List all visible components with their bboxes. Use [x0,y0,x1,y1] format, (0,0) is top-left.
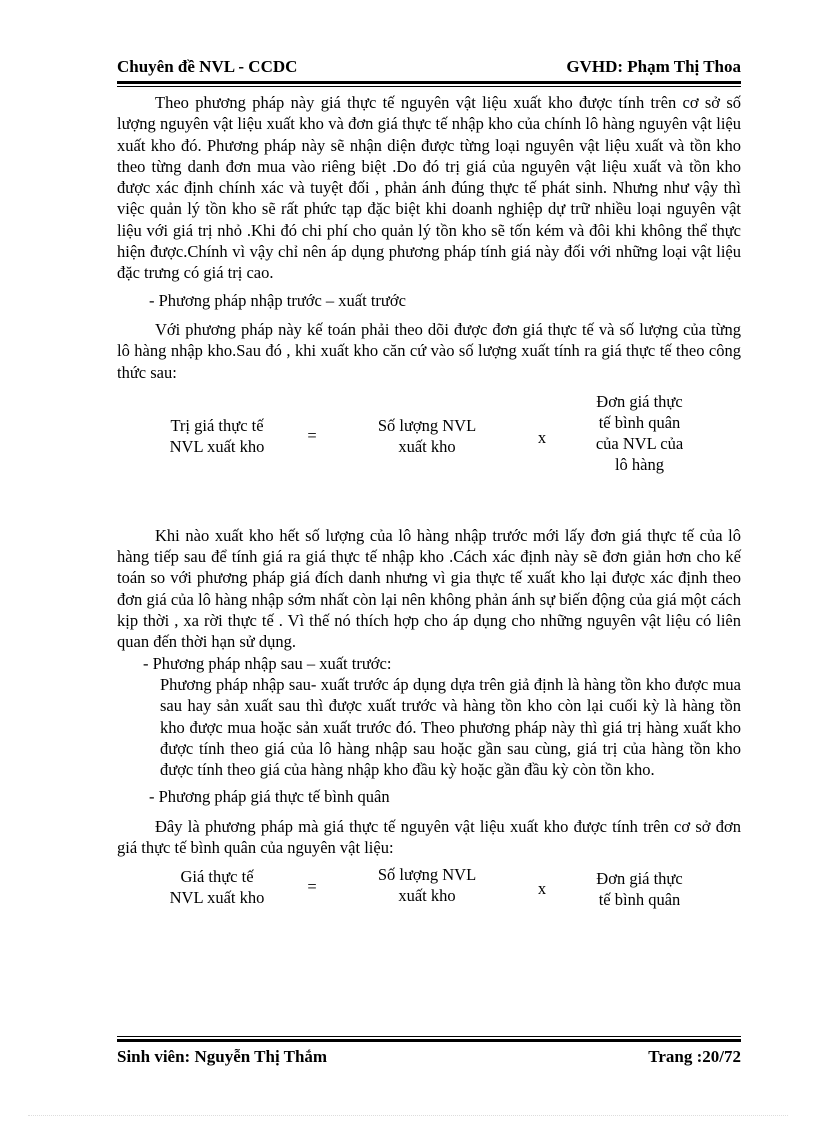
formula-fifo-equals: = [307,425,317,445]
formula-fifo-price-line1: Đơn giá thực [596,391,683,411]
heading-fifo: - Phương pháp nhập trước – xuất trước [149,290,406,310]
formula-fifo-price-line3: của NVL của [595,433,684,453]
formula-fifo-qty-line1: Số lượng NVL [377,415,477,435]
formula-average-lhs-line1: Giá thực tế [180,867,254,887]
formula-average [117,866,741,916]
formula-fifo-lhs-line1: Trị giá thực tế [170,415,264,435]
page-header-block [117,56,741,87]
footer-rule [117,1036,741,1042]
page-header [117,56,741,78]
formula-fifo-times: x [537,427,547,447]
formula-average-price-line2: tế bình quân [598,890,681,910]
header-rule [117,81,741,87]
bottom-dotted-edge [28,1115,788,1116]
formula-average-times: x [537,879,547,899]
formula-average-lhs-line2: NVL xuất kho [169,888,265,908]
formula-fifo-unit-price [572,391,707,475]
formula-fifo [117,393,741,511]
formula-fifo-qty-line2: xuất kho [398,436,456,456]
footer-page-number: Trang :20/72 [648,1047,741,1066]
formula-fifo-quantity [357,415,497,457]
formula-average-price-line1: Đơn giá thực [596,869,683,889]
paragraph-specific-identification: Theo phương pháp này giá thực tế nguyên vật liệu xuất kho được tính trên cơ sở số lượng nguyên vật liệu xuất kho và đơn giá thực tế nhập kho của chính lô hàng nguyên vật liệu xuất kho đó. Phương pháp này sẽ nhận diện được từng loại nguyên vật liệu xuất và tồn kho theo từng danh đơn mua vào riêng biệt .Do đó trị giá của nguyên vật liệu xuất và tồn kho được xác định chính xác và tuyệt đối , phản ánh đúng thực tế phát sinh. Nhưng như vậy thì việc quản lý tồn kho sẽ rất phức tạp đặc biệt khi doanh nghiệp dự trữ nhiều loại nguyên vật liệu với giá trị nhỏ .Khi đó chi phí cho quản lý tồn kho sẽ tốn kém và đôi khi không thể thực hiện được.Chính vì vậy chỉ nên áp dụng phương pháp tính giá này đối với những loại vật liệu đặc trưng có giá trị cao. [117,93,741,283]
heading-weighted-average: - Phương pháp giá thực tế bình quân [149,787,390,807]
page-footer [117,1046,741,1068]
formula-average-qty-line2: xuất kho [398,886,456,906]
paragraph-fifo: Với phương pháp này kế toán phải theo dõi được đơn giá thực tế và số lượng của từng lô hàng nhập kho.Sau đó , khi xuất kho căn cứ vào số lượng xuất tính ra giá thực tế theo công thức sau: [117,319,741,382]
paragraph-weighted-average: Đây là phương pháp mà giá thực tế nguyên vật liệu xuất kho được tính trên cơ sở đơn giá thực tế bình quân của nguyên vật liệu: [117,816,741,858]
formula-fifo-price-line2: tế bình quân [598,412,681,432]
formula-average-quantity [357,864,497,906]
footer-student: Sinh viên: Nguyễn Thị Thắm [117,1047,328,1066]
formula-average-qty-line1: Số lượng NVL [377,865,477,885]
formula-average-lhs [147,866,287,908]
formula-fifo-price-line4: lô hàng [614,454,665,474]
document-body [117,92,741,916]
formula-fifo-lhs-line2: NVL xuất kho [169,436,265,456]
paragraph-lifo: Phương pháp nhập sau- xuất trước áp dụng dựa trên giả định là hàng tồn kho được mua sau hay sản xuất sau thì được xuất trước và hàng tồn kho còn lại cuối kỳ là hàng tồn kho được mua hoặc sản xuất trước đó. Theo phương pháp này thì giá trị hàng xuất kho được tính theo giá của lô hàng nhập sau hoặc gần sau cùng, giá trị của hàng tồn kho được tính theo giá của hàng nhập kho đầu kỳ hoặc gần đầu kỳ còn tồn kho. [160,674,741,780]
formula-average-equals: = [307,877,317,897]
header-instructor: GVHD: Phạm Thị Thoa [566,57,741,76]
paragraph-fifo-explanation: Khi nào xuất kho hết số lượng của lô hàng nhập trước mới lấy đơn giá thực tế của lô hàng tiếp sau để tính giá ra giá thực tế nhập kho .Cách xác định này sẽ đơn giản hơn cho kế toán so với phương pháp giá đích danh nhưng vì gia thực tế xuất kho lại được xác định theo đơn giá của lô hàng nhập sớm nhất còn lại nên không phản ánh sự biến động của giá một cách kịp thời , xa rời thực tế . Vì thế nó thích hợp cho áp dụng cho những nguyên vật liệu có liên quan đến thời hạn sử dụng. [117,525,741,652]
header-subject: Chuyên đề NVL - CCDC [117,57,298,76]
heading-lifo: - Phương pháp nhập sau – xuất trước: [143,653,392,673]
formula-fifo-lhs [147,415,287,457]
formula-average-unit-price [572,868,707,910]
